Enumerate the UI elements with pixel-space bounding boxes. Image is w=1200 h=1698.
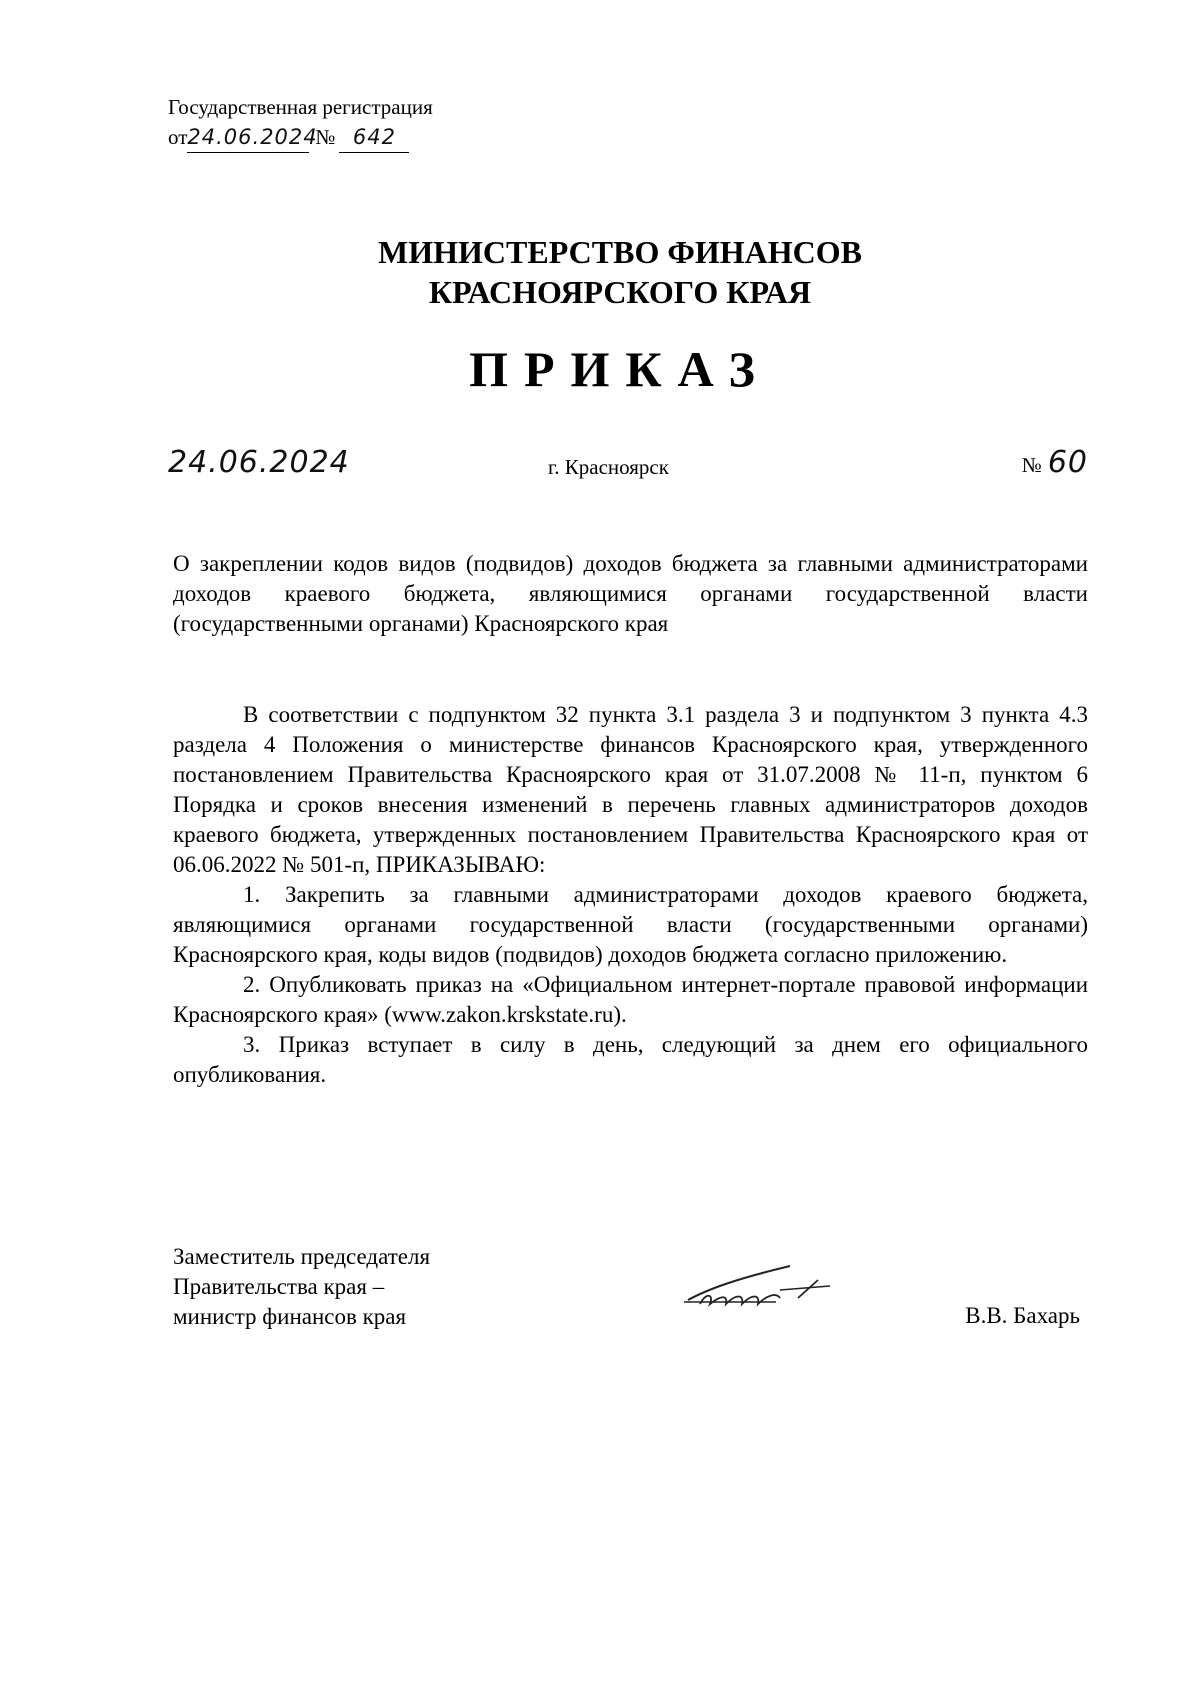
order-item-3: 3. Приказ вступает в силу в день, следующий за днем его официального опубликования. bbox=[173, 1032, 1088, 1087]
order-body bbox=[173, 700, 1088, 1090]
order-number-handwritten: 60 bbox=[1047, 445, 1088, 480]
registration-line bbox=[168, 122, 433, 153]
signatory-name: В.В. Бахарь bbox=[965, 1303, 1080, 1328]
order-number-wrap bbox=[1022, 445, 1088, 480]
order-preamble: В соответствии с подпунктом 32 пункта 3.1 раздела 3 и подпунктом 3 пункта 4.3 раздела 4 Положения о министерстве финансов Красноярского края, утвержденного постановлением Правительства Красноярского края от 31.07.2008 № 11-п, пунктом 6 Порядка и сроков внесения изменений в перечень главных администраторов доходов краевого бюджета, утвержденных постановлением Правительства Красноярского края от 06.06.2022 № 501-п, ПРИКАЗЫВАЮ: bbox=[173, 702, 1088, 877]
signatory-position-line-3: министр финансов края bbox=[173, 1304, 407, 1329]
signatory-position-line-2: Правительства края – bbox=[173, 1274, 385, 1299]
order-item-2: 2. Опубликовать приказ на «Официальном интернет-портале правовой информации Красноярского края» (www.zakon.krskstate.ru). bbox=[173, 972, 1088, 1027]
order-date-handwritten: 24.06.2024 bbox=[168, 445, 350, 480]
order-city: г. Красноярск bbox=[548, 455, 669, 479]
ministry-line-1: МИНИСТЕРСТВО ФИНАНСОВ bbox=[378, 234, 862, 270]
order-meta-row bbox=[168, 445, 1088, 490]
registration-number-handwritten: 642 bbox=[339, 122, 409, 153]
signatory-position-line-1: Заместитель председателя bbox=[173, 1244, 431, 1269]
order-number-sign: № bbox=[1021, 453, 1042, 477]
order-item-1: 1. Закрепить за главными администраторами доходов краевого бюджета, являющимися органами государственной власти (государственными органами) Красноярского края, коды видов (подвидов) доходов бюджета согласно приложению. bbox=[173, 882, 1088, 967]
registration-date-handwritten: 24.06.2024 bbox=[187, 122, 309, 153]
order-subject: О закреплении кодов видов (подвидов) доходов бюджета за главными администраторами доходов краевого бюджета, являющимися органами государственной власти (государственными органами) Красноярского края bbox=[173, 551, 1088, 636]
registration-number-sign: № bbox=[315, 125, 336, 149]
ministry-heading bbox=[0, 232, 1200, 312]
signatory-position bbox=[173, 1242, 430, 1332]
registration-block bbox=[168, 92, 433, 153]
registration-from-prefix: от bbox=[168, 125, 188, 149]
handwritten-signature bbox=[680, 1258, 850, 1318]
registration-label: Государственная регистрация bbox=[168, 95, 433, 119]
ministry-line-2: КРАСНОЯРСКОГО КРАЯ bbox=[428, 274, 812, 310]
document-type-title: ПРИКАЗ bbox=[469, 341, 771, 397]
